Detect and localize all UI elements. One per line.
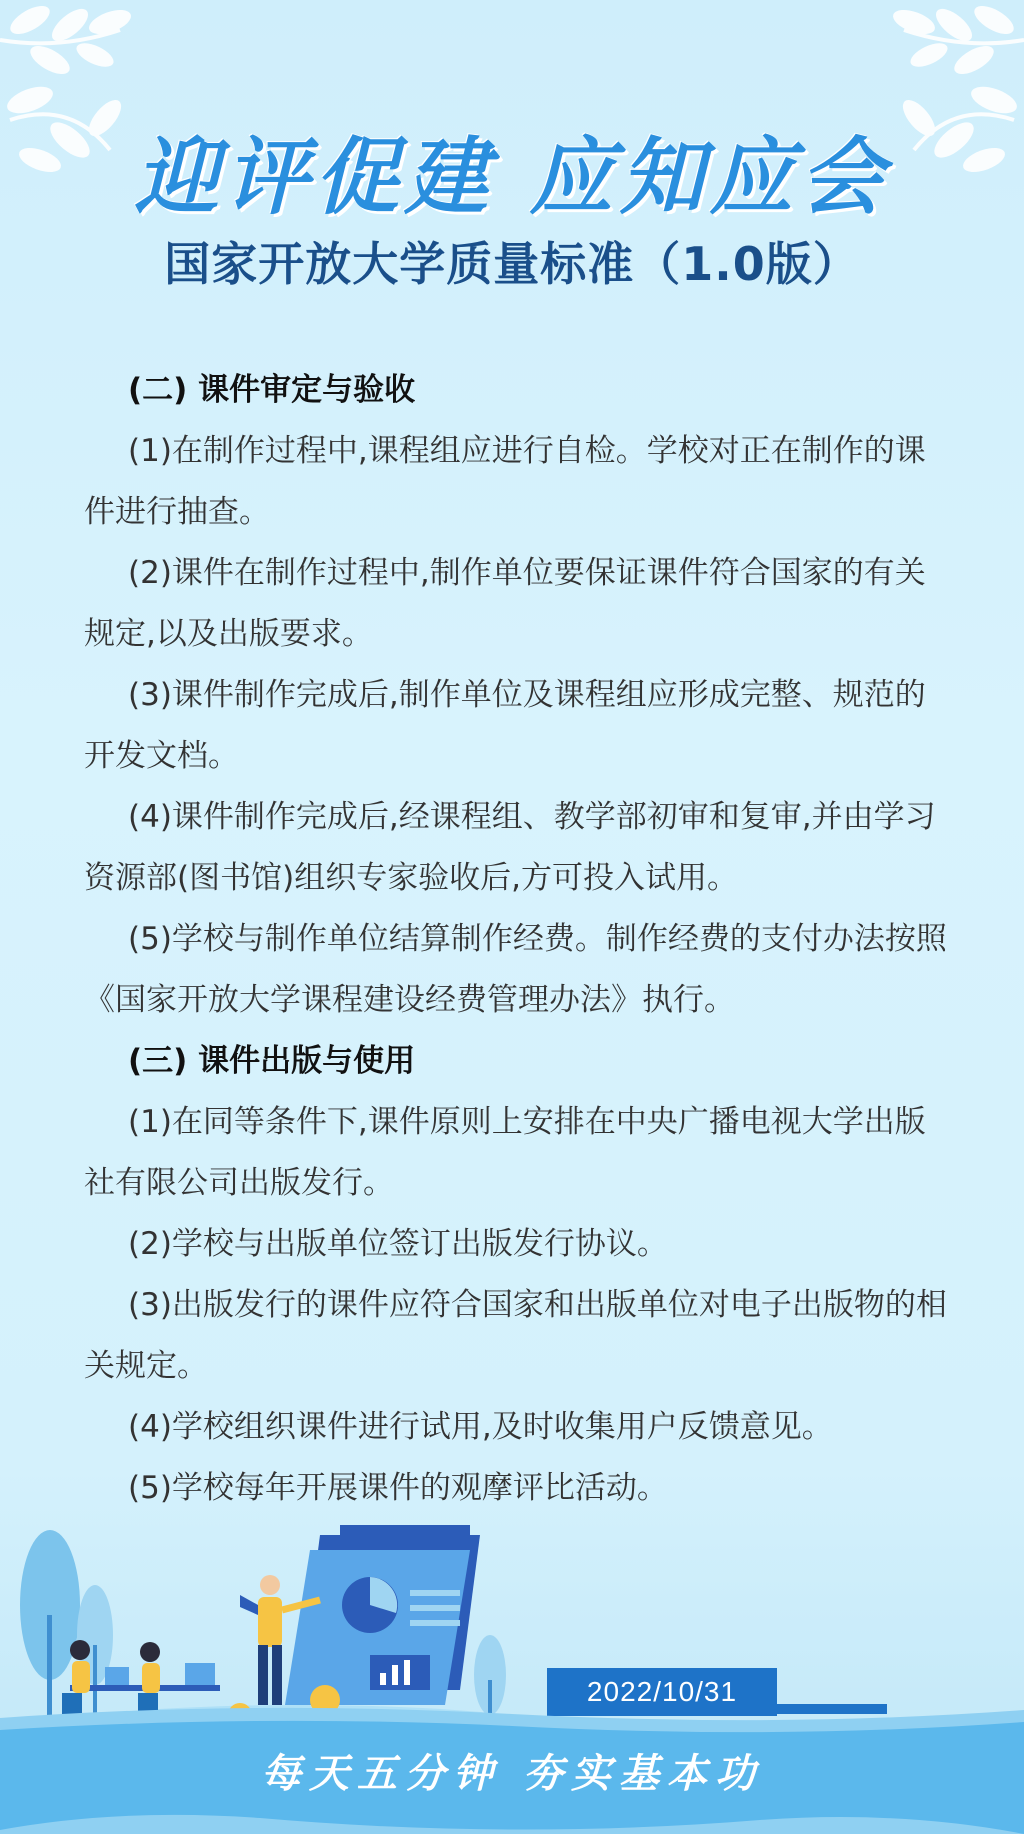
paragraph: (5)学校与制作单位结算制作经费。制作经费的支付办法按照《国家开放大学课程建设经费管理办法》执行。	[84, 921, 947, 1018]
paragraph: (2)学校与出版单位签订出版发行协议。	[128, 1226, 668, 1262]
content-body	[84, 360, 954, 1519]
paragraph: (1)在同等条件下,课件原则上安排在中央广播电视大学出版社有限公司出版发行。	[84, 1104, 926, 1201]
sub-title: 国家开放大学质量标准（1.0版）	[164, 237, 860, 291]
dashboard-panel-illustration	[285, 1525, 480, 1705]
paragraph: (4)课件制作完成后,经课程组、教学部初审和复审,并由学习资源部(图书馆)组织专家验收后,方可投入试用。	[84, 799, 936, 896]
paragraph: (4)学校组织课件进行试用,及时收集用户反馈意见。	[128, 1409, 833, 1445]
paragraph: (3)出版发行的课件应符合国家和出版单位对电子出版物的相关规定。	[84, 1287, 947, 1384]
main-title: 迎评促建 应知应会	[134, 127, 890, 226]
paragraph: (1)在制作过程中,课程组应进行自检。学校对正在制作的课件进行抽查。	[84, 433, 926, 530]
paragraph: (3)课件制作完成后,制作单位及课程组应形成完整、规范的开发文档。	[84, 677, 926, 774]
paragraph: (2)课件在制作过程中,制作单位要保证课件符合国家的有关规定,以及出版要求。	[84, 555, 926, 652]
section-heading: (二) 课件审定与验收	[128, 372, 416, 408]
section-heading: (三) 课件出版与使用	[128, 1043, 416, 1079]
paragraph: (5)学校每年开展课件的观摩评比活动。	[128, 1470, 668, 1506]
slogan: 每天五分钟 夯实基本功	[261, 1750, 763, 1797]
date-label: 2022/10/31	[547, 1668, 777, 1716]
